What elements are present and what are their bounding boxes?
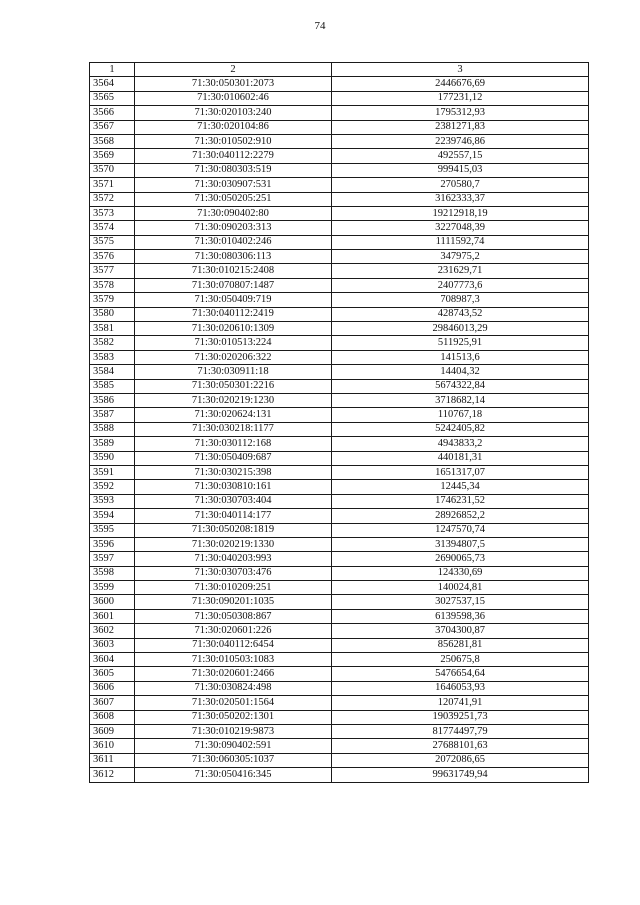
table-row (90, 494, 589, 508)
cadastral-number-cell: 71:30:060305:1037 (135, 753, 332, 767)
table-row (90, 77, 589, 91)
cadastral-number-cell: 71:30:080306:113 (135, 250, 332, 264)
cadastral-number-cell: 71:30:030215:398 (135, 465, 332, 479)
row-number-cell: 3611 (90, 753, 135, 767)
row-number-cell: 3579 (90, 293, 135, 307)
row-number-cell: 3584 (90, 365, 135, 379)
row-number-cell: 3574 (90, 221, 135, 235)
row-number-cell: 3600 (90, 595, 135, 609)
row-number-cell: 3571 (90, 178, 135, 192)
cadastral-number-cell: 71:30:090203:313 (135, 221, 332, 235)
row-number-cell: 3595 (90, 523, 135, 537)
cadastral-value-cell: 1795312,93 (332, 106, 589, 120)
cadastral-number-cell: 71:30:040112:2279 (135, 149, 332, 163)
row-number-cell: 3598 (90, 566, 135, 580)
table-row (90, 638, 589, 652)
cadastral-number-cell: 71:30:090402:591 (135, 739, 332, 753)
table-row (90, 293, 589, 307)
cadastral-value-cell: 2239746,86 (332, 134, 589, 148)
cadastral-number-cell: 71:30:020219:1330 (135, 537, 332, 551)
column-header-2: 2 (135, 63, 332, 77)
table-row (90, 739, 589, 753)
cadastral-value-cell: 28926852,2 (332, 509, 589, 523)
row-number-cell: 3587 (90, 408, 135, 422)
table-row (90, 91, 589, 105)
row-number-cell: 3570 (90, 163, 135, 177)
table-row (90, 163, 589, 177)
row-number-cell: 3588 (90, 422, 135, 436)
cadastral-number-cell: 71:30:070807:1487 (135, 278, 332, 292)
table-row (90, 696, 589, 710)
row-number-cell: 3569 (90, 149, 135, 163)
cadastral-number-cell: 71:30:020501:1564 (135, 696, 332, 710)
cadastral-number-cell: 71:30:020103:240 (135, 106, 332, 120)
table-row (90, 681, 589, 695)
cadastral-number-cell: 71:30:050409:719 (135, 293, 332, 307)
row-number-cell: 3609 (90, 724, 135, 738)
cadastral-value-cell: 12445,34 (332, 480, 589, 494)
row-number-cell: 3568 (90, 134, 135, 148)
cadastral-value-cell: 4943833,2 (332, 437, 589, 451)
row-number-cell: 3581 (90, 322, 135, 336)
cadastral-value-cell: 440181,31 (332, 451, 589, 465)
cadastral-value-cell: 492557,15 (332, 149, 589, 163)
cadastral-value-cell: 5476654,64 (332, 667, 589, 681)
row-number-cell: 3576 (90, 250, 135, 264)
cadastral-number-cell: 71:30:030907:531 (135, 178, 332, 192)
table-row (90, 465, 589, 479)
table-row (90, 178, 589, 192)
cadastral-value-cell: 1247570,74 (332, 523, 589, 537)
cadastral-value-cell: 120741,91 (332, 696, 589, 710)
cadastral-number-cell: 71:30:050301:2073 (135, 77, 332, 91)
table-row (90, 149, 589, 163)
table-row (90, 451, 589, 465)
cadastral-number-cell: 71:30:040203:993 (135, 552, 332, 566)
cadastral-number-cell: 71:30:010209:251 (135, 581, 332, 595)
table-row (90, 437, 589, 451)
cadastral-number-cell: 71:30:050308:867 (135, 609, 332, 623)
cadastral-value-cell: 6139598,36 (332, 609, 589, 623)
cadastral-number-cell: 71:30:050202:1301 (135, 710, 332, 724)
table-header-row (90, 63, 589, 77)
row-number-cell: 3592 (90, 480, 135, 494)
cadastral-value-cell: 2381271,83 (332, 120, 589, 134)
cadastral-number-cell: 71:30:020206:322 (135, 350, 332, 364)
row-number-cell: 3585 (90, 379, 135, 393)
cadastral-number-cell: 71:30:080303:519 (135, 163, 332, 177)
table-body (90, 77, 589, 782)
table-row (90, 134, 589, 148)
cadastral-value-cell: 14404,32 (332, 365, 589, 379)
row-number-cell: 3590 (90, 451, 135, 465)
cadastral-value-cell: 708987,3 (332, 293, 589, 307)
cadastral-value-table (89, 62, 589, 783)
row-number-cell: 3608 (90, 710, 135, 724)
table-row (90, 192, 589, 206)
cadastral-number-cell: 71:30:040114:177 (135, 509, 332, 523)
cadastral-number-cell: 71:30:040112:2419 (135, 307, 332, 321)
cadastral-number-cell: 71:30:030703:476 (135, 566, 332, 580)
table-row (90, 393, 589, 407)
cadastral-value-cell: 428743,52 (332, 307, 589, 321)
cadastral-value-cell: 3718682,14 (332, 393, 589, 407)
page-number: 74 (314, 20, 326, 32)
table-row (90, 768, 589, 782)
row-number-cell: 3589 (90, 437, 135, 451)
table-row (90, 106, 589, 120)
cadastral-value-cell: 856281,81 (332, 638, 589, 652)
row-number-cell: 3610 (90, 739, 135, 753)
cadastral-number-cell: 71:30:010402:246 (135, 235, 332, 249)
row-number-cell: 3612 (90, 768, 135, 782)
row-number-cell: 3607 (90, 696, 135, 710)
row-number-cell: 3594 (90, 509, 135, 523)
table-row (90, 581, 589, 595)
cadastral-number-cell: 71:30:030218:1177 (135, 422, 332, 436)
table-row (90, 235, 589, 249)
table-row (90, 278, 589, 292)
cadastral-number-cell: 71:30:050301:2216 (135, 379, 332, 393)
row-number-cell: 3593 (90, 494, 135, 508)
table-row (90, 609, 589, 623)
row-number-cell: 3564 (90, 77, 135, 91)
cadastral-number-cell: 71:30:030703:404 (135, 494, 332, 508)
row-number-cell: 3567 (90, 120, 135, 134)
table-row (90, 206, 589, 220)
cadastral-value-cell: 27688101,63 (332, 739, 589, 753)
cadastral-number-cell: 71:30:010215:2408 (135, 264, 332, 278)
table-row (90, 509, 589, 523)
table-row (90, 307, 589, 321)
table-row (90, 667, 589, 681)
row-number-cell: 3582 (90, 336, 135, 350)
cadastral-number-cell: 71:30:010503:1083 (135, 653, 332, 667)
row-number-cell: 3586 (90, 393, 135, 407)
cadastral-value-cell: 270580,7 (332, 178, 589, 192)
cadastral-number-cell: 71:30:020601:2466 (135, 667, 332, 681)
table-row (90, 710, 589, 724)
cadastral-value-cell: 177231,12 (332, 91, 589, 105)
table-row (90, 365, 589, 379)
table-row (90, 120, 589, 134)
table-row (90, 595, 589, 609)
cadastral-value-cell: 140024,81 (332, 581, 589, 595)
cadastral-number-cell: 71:30:020219:1230 (135, 393, 332, 407)
table-row (90, 653, 589, 667)
cadastral-number-cell: 71:30:020601:226 (135, 624, 332, 638)
cadastral-number-cell: 71:30:020624:131 (135, 408, 332, 422)
table-row (90, 537, 589, 551)
row-number-cell: 3577 (90, 264, 135, 278)
cadastral-number-cell: 71:30:030911:18 (135, 365, 332, 379)
table-row (90, 724, 589, 738)
cadastral-value-cell: 141513,6 (332, 350, 589, 364)
cadastral-number-cell: 71:30:090201:1035 (135, 595, 332, 609)
table-row (90, 480, 589, 494)
table-row (90, 264, 589, 278)
cadastral-value-cell: 1111592,74 (332, 235, 589, 249)
table-row (90, 523, 589, 537)
table-row (90, 624, 589, 638)
table-row (90, 350, 589, 364)
column-header-1: 1 (90, 63, 135, 77)
cadastral-number-cell: 71:30:040112:6454 (135, 638, 332, 652)
table-row (90, 221, 589, 235)
row-number-cell: 3597 (90, 552, 135, 566)
cadastral-number-cell: 71:30:030824:498 (135, 681, 332, 695)
cadastral-value-cell: 3027537,15 (332, 595, 589, 609)
cadastral-value-cell: 29846013,29 (332, 322, 589, 336)
table-row (90, 336, 589, 350)
cadastral-number-cell: 71:30:010219:9873 (135, 724, 332, 738)
row-number-cell: 3596 (90, 537, 135, 551)
cadastral-value-cell: 3704300,87 (332, 624, 589, 638)
table-row (90, 322, 589, 336)
row-number-cell: 3580 (90, 307, 135, 321)
cadastral-value-cell: 999415,03 (332, 163, 589, 177)
cadastral-value-cell: 31394807,5 (332, 537, 589, 551)
cadastral-value-cell: 19039251,73 (332, 710, 589, 724)
cadastral-value-cell: 81774497,79 (332, 724, 589, 738)
cadastral-value-cell: 2690065,73 (332, 552, 589, 566)
cadastral-number-cell: 71:30:010502:910 (135, 134, 332, 148)
cadastral-number-cell: 71:30:050409:687 (135, 451, 332, 465)
row-number-cell: 3578 (90, 278, 135, 292)
cadastral-value-cell: 250675,8 (332, 653, 589, 667)
table-row (90, 379, 589, 393)
cadastral-value-cell: 1646053,93 (332, 681, 589, 695)
cadastral-value-cell: 347975,2 (332, 250, 589, 264)
table-row (90, 250, 589, 264)
cadastral-value-cell: 511925,91 (332, 336, 589, 350)
cadastral-value-cell: 110767,18 (332, 408, 589, 422)
row-number-cell: 3591 (90, 465, 135, 479)
table-row (90, 552, 589, 566)
row-number-cell: 3566 (90, 106, 135, 120)
cadastral-number-cell: 71:30:030810:161 (135, 480, 332, 494)
cadastral-value-cell: 19212918,19 (332, 206, 589, 220)
row-number-cell: 3575 (90, 235, 135, 249)
cadastral-value-cell: 2072086,65 (332, 753, 589, 767)
cadastral-value-cell: 5242405,82 (332, 422, 589, 436)
row-number-cell: 3605 (90, 667, 135, 681)
cadastral-number-cell: 71:30:050416:345 (135, 768, 332, 782)
cadastral-number-cell: 71:30:020610:1309 (135, 322, 332, 336)
row-number-cell: 3601 (90, 609, 135, 623)
row-number-cell: 3604 (90, 653, 135, 667)
cadastral-number-cell: 71:30:030112:168 (135, 437, 332, 451)
cadastral-number-cell: 71:30:010602:46 (135, 91, 332, 105)
cadastral-value-cell: 99631749,94 (332, 768, 589, 782)
column-header-3: 3 (332, 63, 589, 77)
cadastral-value-cell: 3227048,39 (332, 221, 589, 235)
row-number-cell: 3573 (90, 206, 135, 220)
row-number-cell: 3599 (90, 581, 135, 595)
row-number-cell: 3572 (90, 192, 135, 206)
cadastral-number-cell: 71:30:010513:224 (135, 336, 332, 350)
row-number-cell: 3603 (90, 638, 135, 652)
cadastral-value-cell: 2407773,6 (332, 278, 589, 292)
cadastral-value-cell: 2446676,69 (332, 77, 589, 91)
row-number-cell: 3602 (90, 624, 135, 638)
table-row (90, 753, 589, 767)
cadastral-number-cell: 71:30:050208:1819 (135, 523, 332, 537)
cadastral-number-cell: 71:30:020104:86 (135, 120, 332, 134)
row-number-cell: 3606 (90, 681, 135, 695)
table-row (90, 422, 589, 436)
row-number-cell: 3565 (90, 91, 135, 105)
cadastral-number-cell: 71:30:050205:251 (135, 192, 332, 206)
cadastral-value-cell: 3162333,37 (332, 192, 589, 206)
cadastral-value-cell: 5674322,84 (332, 379, 589, 393)
row-number-cell: 3583 (90, 350, 135, 364)
cadastral-value-cell: 1651317,07 (332, 465, 589, 479)
cadastral-number-cell: 71:30:090402:80 (135, 206, 332, 220)
table-row (90, 408, 589, 422)
cadastral-value-cell: 124330,69 (332, 566, 589, 580)
cadastral-value-cell: 1746231,52 (332, 494, 589, 508)
table-row (90, 566, 589, 580)
cadastral-value-cell: 231629,71 (332, 264, 589, 278)
